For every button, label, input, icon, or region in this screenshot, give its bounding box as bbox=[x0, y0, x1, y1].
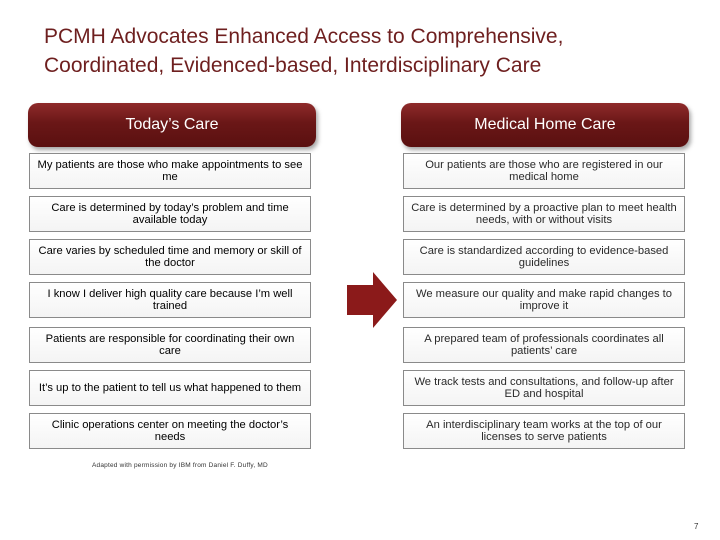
todays-care-item-2: Care is determined by today’s problem and time available today bbox=[29, 196, 311, 232]
todays-care-header: Today’s Care bbox=[28, 103, 316, 147]
todays-care-item-1: My patients are those who make appointments to see me bbox=[29, 153, 311, 189]
todays-care-item-6: It’s up to the patient to tell us what happened to them bbox=[29, 370, 311, 406]
title-line-1: PCMH Advocates Enhanced Access to Comprehensive, bbox=[44, 25, 564, 48]
attribution-footnote: Adapted with permission by IBM from Daniel F. Duffy, MD bbox=[92, 462, 268, 469]
medical-home-item-7: An interdisciplinary team works at the top of our licenses to serve patients bbox=[403, 413, 685, 449]
medical-home-item-2: Care is determined by a proactive plan to meet health needs, with or without visits bbox=[403, 196, 685, 232]
page-number: 7 bbox=[694, 522, 699, 531]
medical-home-item-3: Care is standardized according to evidence-based guidelines bbox=[403, 239, 685, 275]
todays-care-item-4: I know I deliver high quality care because I’m well trained bbox=[29, 282, 311, 318]
right-arrow-icon bbox=[347, 272, 397, 328]
todays-care-item-5: Patients are responsible for coordinating their own care bbox=[29, 327, 311, 363]
medical-home-item-1: Our patients are those who are registered in our medical home bbox=[403, 153, 685, 189]
medical-home-item-4: We measure our quality and make rapid changes to improve it bbox=[403, 282, 685, 318]
todays-care-item-7: Clinic operations center on meeting the doctor’s needs bbox=[29, 413, 311, 449]
medical-home-item-6: We track tests and consultations, and follow-up after ED and hospital bbox=[403, 370, 685, 406]
slide-title bbox=[44, 22, 704, 80]
todays-care-item-3: Care varies by scheduled time and memory or skill of the doctor bbox=[29, 239, 311, 275]
medical-home-item-5: A prepared team of professionals coordinates all patients’ care bbox=[403, 327, 685, 363]
title-line-2: Coordinated, Evidenced-based, Interdisciplinary Care bbox=[44, 54, 542, 77]
medical-home-care-header: Medical Home Care bbox=[401, 103, 689, 147]
